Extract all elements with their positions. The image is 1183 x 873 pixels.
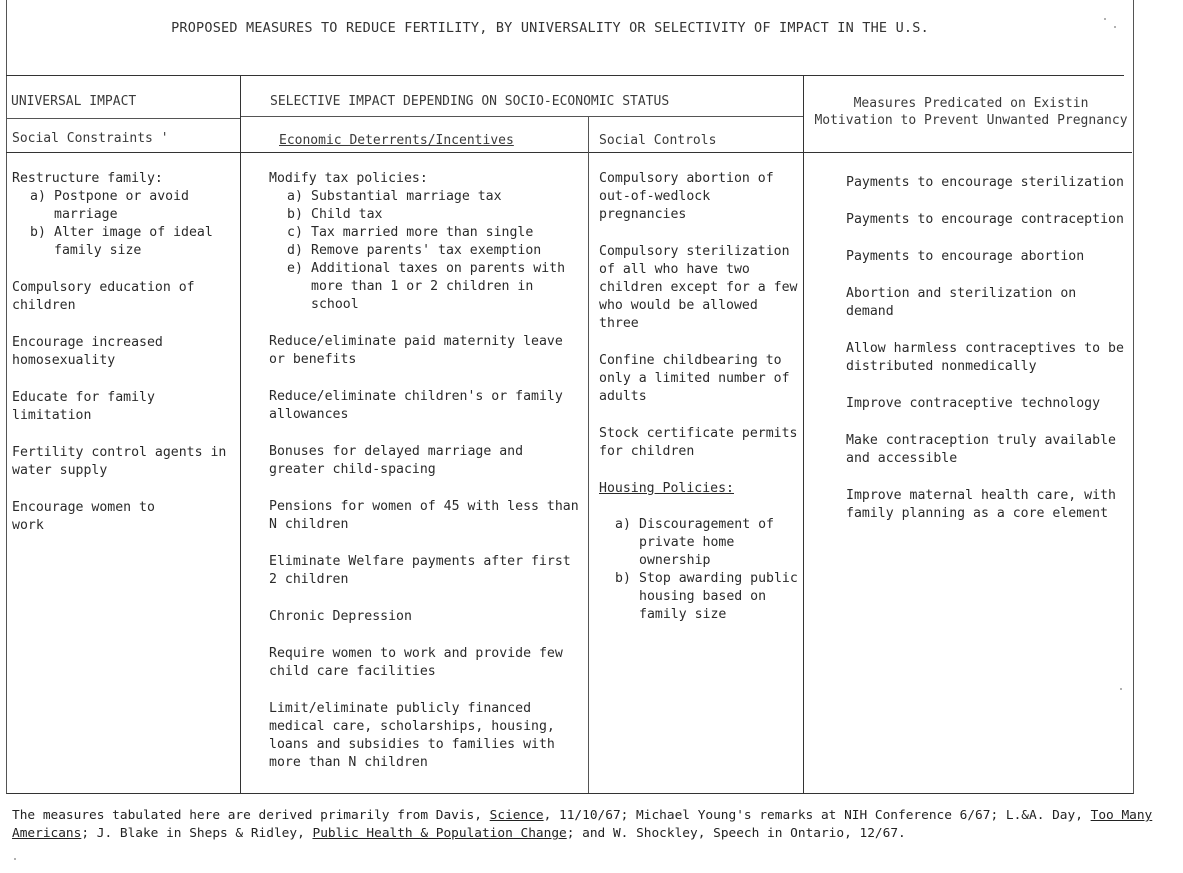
economic-item: Pensions for women of 45 with less than N children xyxy=(269,499,579,532)
housing-item-a xyxy=(599,516,799,570)
scan-speck xyxy=(1120,688,1122,690)
motivation-item: Payments to encourage sterilization xyxy=(846,175,1124,190)
tax-item-label: b) xyxy=(287,207,303,222)
tax-item-label: d) xyxy=(287,243,303,258)
scan-speck xyxy=(1104,18,1106,20)
scan-speck xyxy=(1114,26,1116,28)
scan-speck xyxy=(14,858,16,860)
header-economic-deterrents: Economic Deterrents/Incentives xyxy=(279,133,514,148)
footnote-text: , 11/10/67; Michael Young's remarks at NIH Conference 6/67; L.&A. Day, xyxy=(543,808,1091,823)
social-controls-column xyxy=(599,170,799,624)
economic-item: Require women to work and provide few child care facilities xyxy=(269,646,563,679)
universal-header-rule xyxy=(6,118,240,119)
tax-item-text: Child tax xyxy=(311,207,383,222)
table-title: PROPOSED MEASURES TO REDUCE FERTILITY, BY UNIVERSALITY OR SELECTIVITY OF IMPACT IN THE U.S. xyxy=(171,20,929,36)
social-control-item: Stock certificate permits for children xyxy=(599,426,798,459)
restructure-item-b-text: Alter image of ideal family size xyxy=(54,225,213,258)
tax-item-label: e) xyxy=(287,261,303,276)
restructure-item-b-label: b) xyxy=(30,225,46,240)
tax-item xyxy=(269,260,585,314)
tax-item xyxy=(269,242,585,260)
header-selective-impact: SELECTIVE IMPACT DEPENDING ON SOCIO-ECONOMIC STATUS xyxy=(270,94,670,109)
footnote-text: ; and W. Shockley, Speech in Ontario, 12/67. xyxy=(566,826,906,841)
tax-item xyxy=(269,188,585,206)
restructure-item-a-label: a) xyxy=(30,189,46,204)
motivation-item: Improve contraceptive technology xyxy=(846,396,1101,411)
housing-heading: Housing Policies: xyxy=(599,481,734,496)
tax-item-text: Remove parents' tax exemption xyxy=(311,243,542,258)
housing-item-b-label: b) xyxy=(615,571,631,586)
universal-item: Compulsory education of children xyxy=(12,280,195,313)
tax-item xyxy=(269,224,585,242)
universal-item: Encourage women to work xyxy=(12,500,155,533)
economic-item: Reduce/eliminate children's or family allowances xyxy=(269,389,563,422)
tax-item-text: Substantial marriage tax xyxy=(311,189,502,204)
header-universal-impact: UNIVERSAL IMPACT xyxy=(11,94,137,109)
housing-item-a-text: Discouragement of private home ownership xyxy=(639,517,774,568)
economic-item: Limit/eliminate publicly financed medical care, scholarships, housing, loans and subsidies to families with more than N children xyxy=(269,701,555,770)
footnote-citation: Public Health & Population Change xyxy=(312,826,567,841)
header-social-controls: Social Controls xyxy=(599,133,717,148)
restructure-item-a-text: Postpone or avoid marriage xyxy=(54,189,189,222)
footnote-text: ; J. Blake in Sheps & Ridley, xyxy=(81,826,313,841)
motivation-item: Make contraception truly available and accessible xyxy=(846,433,1116,466)
restructure-item-a xyxy=(12,188,234,224)
economic-column xyxy=(269,170,585,772)
column-divider-2 xyxy=(588,116,589,793)
social-control-item: Confine childbearing to only a limited number of adults xyxy=(599,353,790,404)
economic-item: Reduce/eliminate paid maternity leave or benefits xyxy=(269,334,563,367)
motivation-item: Improve maternal health care, with family planning as a core element xyxy=(846,488,1116,521)
column-divider-1 xyxy=(240,75,241,793)
motivation-item: Allow harmless contraceptives to be distributed nonmedically xyxy=(846,341,1124,374)
tax-heading: Modify tax policies: xyxy=(269,171,428,186)
economic-item: Chronic Depression xyxy=(269,609,412,624)
housing-item-b xyxy=(599,570,799,624)
header-top-rule xyxy=(6,75,1124,76)
social-control-item: Compulsory abortion of out-of-wedlock pregnancies xyxy=(599,171,774,222)
motivation-item: Abortion and sterilization on demand xyxy=(846,286,1077,319)
tax-item-text: Additional taxes on parents with more than 1 or 2 children in school xyxy=(311,261,566,312)
universal-item: Educate for family limitation xyxy=(12,390,155,423)
universal-column xyxy=(12,170,234,554)
universal-item: Fertility control agents in water supply xyxy=(12,445,227,478)
restructure-item-b xyxy=(12,224,234,260)
economic-item: Bonuses for delayed marriage and greater child-spacing xyxy=(269,444,524,477)
housing-item-a-label: a) xyxy=(615,517,631,532)
restructure-heading: Restructure family: xyxy=(12,171,163,186)
motivation-item: Payments to encourage abortion xyxy=(846,249,1085,264)
footnote-citation: Science xyxy=(489,808,544,823)
motivation-item: Payments to encourage contraception xyxy=(846,212,1124,227)
economic-item: Eliminate Welfare payments after first 2 children xyxy=(269,554,571,587)
universal-item: Encourage increased homosexuality xyxy=(12,335,163,368)
tax-item-label: a) xyxy=(287,189,303,204)
social-control-item: Compulsory sterilization of all who have two children except for a few who would be allowed three xyxy=(599,244,798,331)
header-motivation: Measures Predicated on Existin Motivation to Prevent Unwanted Pregnancy xyxy=(814,96,1128,128)
housing-item-b-text: Stop awarding public housing based on family size xyxy=(639,571,798,622)
footnote-text: The measures tabulated here are derived primarily from Davis, xyxy=(12,808,490,823)
tax-item-label: c) xyxy=(287,225,303,240)
selective-header-rule xyxy=(240,116,803,117)
motivation-column xyxy=(846,174,1128,542)
tax-item-text: Tax married more than single xyxy=(311,225,534,240)
column-divider-3 xyxy=(803,75,804,793)
subheader-bottom-rule xyxy=(6,152,1132,153)
footnote xyxy=(12,807,1172,843)
tax-item xyxy=(269,206,585,224)
footnote-citation: Too Many Americans xyxy=(12,808,1153,841)
header-social-constraints: Social Constraints ' xyxy=(12,131,169,146)
